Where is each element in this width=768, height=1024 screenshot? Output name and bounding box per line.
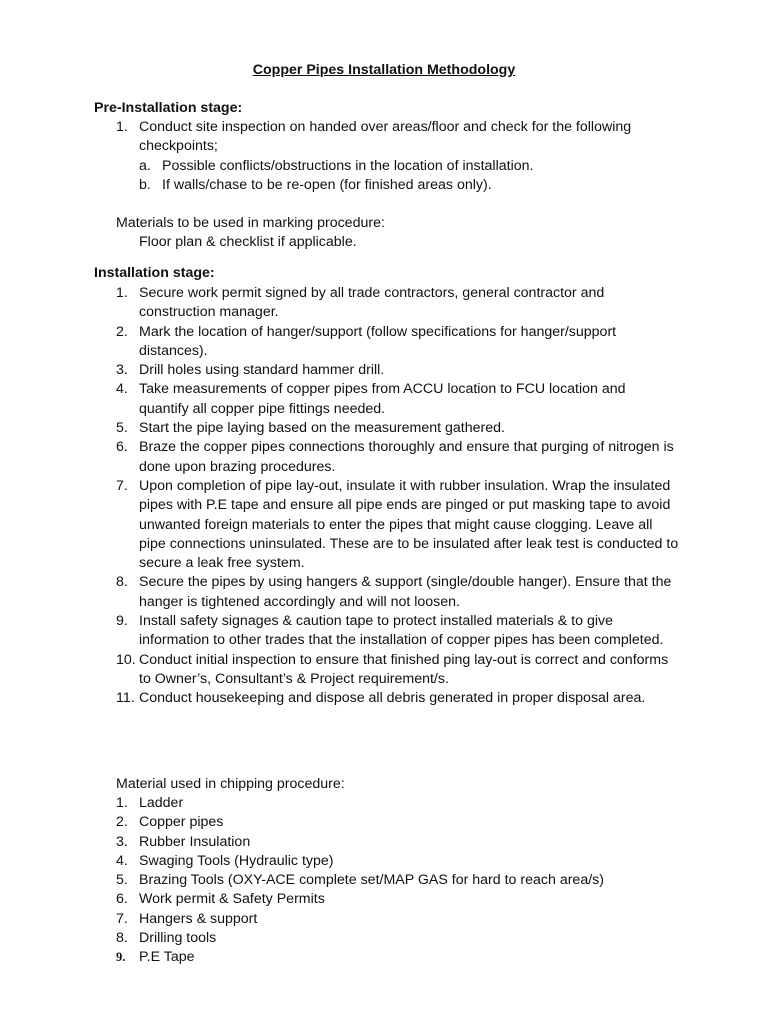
item-number: 10. (116, 651, 136, 668)
list-item (0, 438, 768, 477)
item-number: 5. (116, 872, 128, 889)
item-number: 7. (116, 910, 128, 927)
list-item (0, 118, 768, 157)
item-number: 4. (116, 381, 128, 398)
list-item (0, 573, 768, 612)
item-number: 8. (116, 574, 128, 591)
item-text: Work permit & Safety Permits (139, 891, 325, 908)
item-text: Start the pipe laying based on the measurement gathered. (139, 420, 505, 437)
item-text: Ladder (139, 795, 184, 811)
list-item (0, 890, 768, 909)
item-number: 2. (116, 814, 128, 831)
list-item (0, 323, 768, 362)
item-number: 5. (116, 420, 128, 437)
marking-materials-label: Materials to be used in marking procedure: (116, 215, 385, 231)
list-item (0, 689, 768, 708)
list-item (0, 284, 768, 323)
list-item (0, 813, 768, 832)
sub-item-label: a. (139, 157, 151, 174)
item-text: Conduct initial inspection to ensure that finished ping lay-out is correct and conforms to Owner’s, Consultant’s & Project requirement/s. (139, 651, 669, 687)
list-item (0, 419, 768, 438)
item-number: 3. (116, 362, 128, 379)
item-text: Secure work permit signed by all trade contractors, general contractor and construction manager. (139, 285, 605, 321)
item-text: Copper pipes (139, 814, 224, 831)
item-number: 2. (116, 323, 128, 340)
item-text: Secure the pipes by using hangers & support (single/double hanger). Ensure that the hanger is tightened accordingly and will not loosen. (139, 574, 672, 610)
chipping-materials-list (0, 794, 768, 968)
list-item (0, 651, 768, 690)
item-text: P.E Tape (139, 949, 195, 966)
item-number: 7. (116, 477, 128, 494)
pre-installation-heading: Pre-Installation stage: (94, 100, 243, 116)
item-text: Take measurements of copper pipes from ACCU location to FCU location and quantify all copper pipe fittings needed. (139, 381, 626, 417)
item-text: Install safety signages & caution tape to protect installed materials & to give information to other trades that the installation of copper pipes has been completed. (139, 613, 664, 649)
item-text: Drilling tools (139, 930, 217, 947)
list-item (0, 380, 768, 419)
sub-item-text: Possible conflicts/obstructions in the location of installation. (162, 157, 534, 174)
item-text: Upon completion of pipe lay-out, insulate it with rubber insulation. Wrap the insulated pipes with P.E tape and ensure all pipe ends are pinged or put masking tape to avoid unwanted foreign materials to enter the pipes that might cause clogging. Leave all pipe connections uninsulated. These are to be insulated after leak test is conducted to secure a leak free system. (139, 477, 679, 572)
list-item (0, 948, 768, 967)
list-item (0, 929, 768, 948)
list-item (0, 910, 768, 929)
sub-list-item (0, 176, 768, 195)
item-text: Hangers & support (139, 910, 258, 927)
item-number: 9. (116, 950, 126, 965)
item-number: 11. (116, 690, 135, 707)
list-item (0, 612, 768, 651)
list-item (0, 833, 768, 852)
item-number: 9. (116, 613, 128, 630)
item-number: 6. (116, 891, 128, 908)
list-item (0, 361, 768, 380)
item-text: Drill holes using standard hammer drill. (139, 362, 385, 379)
marking-materials-value: Floor plan & checklist if applicable. (139, 234, 357, 250)
item-text: Conduct site inspection on handed over areas/floor and check for the following checkpoints; (139, 119, 632, 155)
item-number: 1. (116, 285, 128, 301)
pre-installation-list (0, 118, 768, 195)
list-item (0, 477, 768, 573)
item-number: 3. (116, 833, 128, 850)
item-number: 6. (116, 439, 128, 456)
document-title: Copper Pipes Installation Methodology (252, 62, 516, 78)
item-text: Mark the location of hanger/support (follow specifications for hanger/support distances). (139, 323, 617, 359)
list-item (0, 871, 768, 890)
sub-item-text: If walls/chase to be re-open (for finished areas only). (162, 176, 492, 193)
list-item (0, 852, 768, 871)
item-text: Brazing Tools (OXY-ACE complete set/MAP GAS for hard to reach area/s) (139, 872, 604, 889)
item-text: Swaging Tools (Hydraulic type) (139, 852, 334, 869)
item-number: 4. (116, 852, 128, 869)
item-number: 8. (116, 930, 128, 947)
chipping-materials-label: Material used in chipping procedure: (116, 776, 345, 792)
item-text: Braze the copper pipes connections thoroughly and ensure that purging of nitrogen is done upon brazing procedures. (139, 439, 674, 475)
item-text: Rubber Insulation (139, 833, 251, 850)
item-number: 1. (116, 119, 128, 135)
sub-item-label: b. (139, 176, 151, 193)
list-item (0, 794, 768, 813)
sub-list-item (0, 157, 768, 176)
installation-list (0, 284, 768, 709)
item-text: Conduct housekeeping and dispose all debris generated in proper disposal area. (139, 690, 646, 707)
item-number: 1. (116, 795, 128, 811)
installation-heading: Installation stage: (94, 265, 215, 281)
